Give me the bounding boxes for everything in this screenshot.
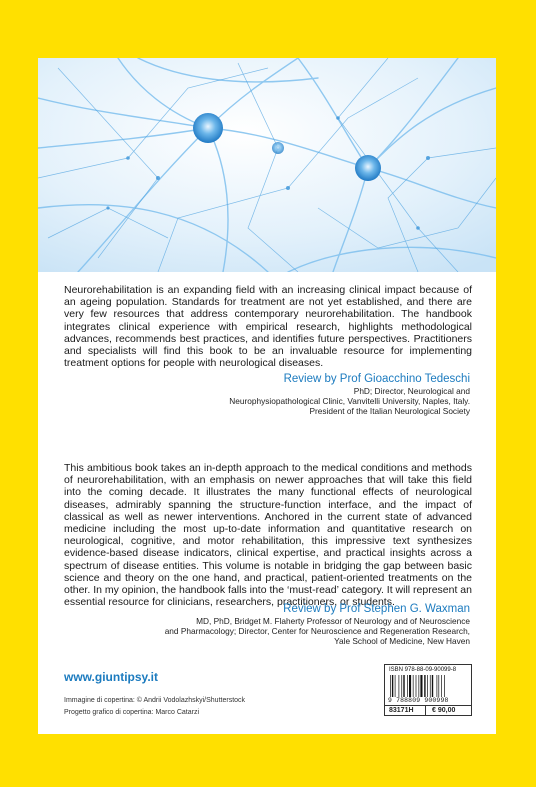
description-paragraph: Neurorehabilitation is an expanding field with an increasing clinical impact because of an ageing population. Standards for treatment are not yet established, and there are very few resources that address contemporary neurorehabilitation. The handbook integrates clinical experience with empirical research, highlights methodological advances, recommends best practices, and identifies future perspectives. Practitioners and specialists will find this book to be an invaluable resource for implementing treatment options for people with neurological diseases.	[64, 284, 472, 370]
review-2-title: Review by Prof Stephen G. Waxman	[283, 603, 470, 615]
barcode-icon	[389, 675, 467, 697]
neuron-network-image	[38, 58, 496, 272]
review-2-affiliation-line: and Pharmacology; Director, Center for Neuroscience and Regeneration Research,	[164, 626, 470, 637]
price: € 90,00	[432, 707, 456, 714]
price-divider	[425, 706, 426, 716]
website-link[interactable]: www.giuntipsy.it	[64, 670, 158, 684]
isbn-label: ISBN 978-88-09-90099-8	[389, 667, 457, 673]
review-1	[229, 372, 470, 417]
product-code: 83171H	[389, 707, 414, 714]
cover-image-credit: Immagine di copertina: © Andrii Vodolazhskyi/Shutterstock	[64, 697, 246, 704]
review-2-affiliation-line: MD, PhD, Bridget M. Flaherty Professor of Neurology and of Neuroscience	[196, 616, 470, 626]
barcode-digits: 9 788809 900998	[388, 697, 449, 704]
back-cover	[38, 58, 496, 734]
review-1-affiliation-line: PhD; Director, Neurological and	[353, 386, 470, 396]
barcode-box	[384, 664, 472, 716]
review-2-affiliation-line: Yale School of Medicine, New Haven	[334, 636, 470, 647]
review-1-affiliation-line: Neurophysiopathological Clinic, Vanvitelli University, Naples, Italy.	[229, 396, 470, 407]
review-2	[165, 602, 470, 647]
review-2-paragraph: This ambitious book takes an in-depth approach to the medical conditions and methods of neurorehabilitation, with an emphasis on newer approaches that will take this field into the coming decade. It illustrates the many functional effects of neurological diseases, admirably spanning the structure-function interface, and the impact of classical as well as newer interventions. Anchored in the current state of advanced medicine including the most up-to-date information and quantitative research on neurological, cognitive, and motor rehabilitation, this impressive text synthesizes evidence-based disease indicators, clinical expertise, and practical insights across a spectrum of disease entities. This volume is notable in bridging the gap between basic science and theory on the one hand, and practical, patient-oriented treatments on the other. In my opinion, the handbook falls into the ‘must-read’ category. It will represent an essential resource for clinicians, researchers, practitioners, or students.	[64, 462, 472, 609]
review-1-affiliation-line: President of the Italian Neurological Society	[309, 406, 470, 417]
review-1-title: Review by Prof Gioacchino Tedeschi	[283, 373, 470, 385]
graphic-design-credit: Progetto grafico di copertina: Marco Catarzi	[64, 709, 200, 716]
price-row	[385, 705, 471, 716]
